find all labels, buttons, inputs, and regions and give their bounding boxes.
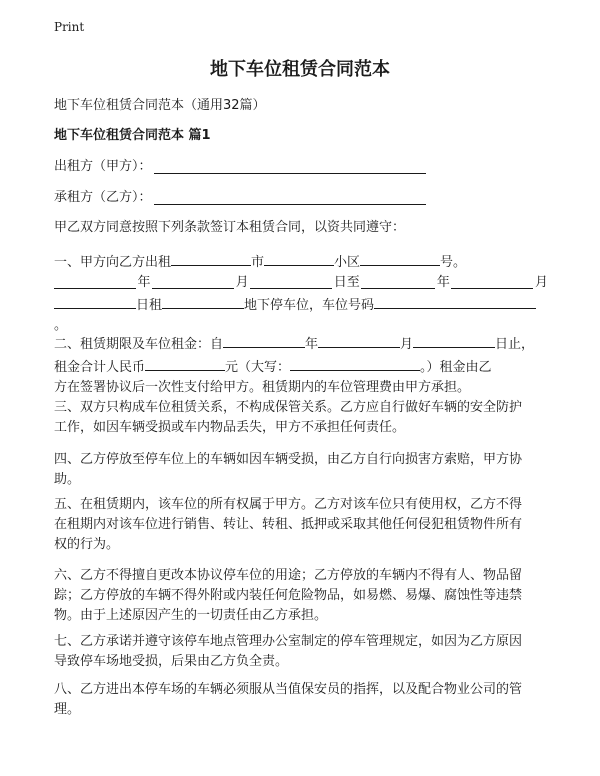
blank-start-year [223,332,305,348]
blank-end-day [413,332,495,348]
blank-city [171,250,251,266]
clause1-day-to: 日至 [333,275,360,290]
blank-day-1 [250,273,332,289]
clause-8 [54,680,548,720]
clause-7 [54,632,548,672]
clause-3 [54,398,548,438]
clause1-parking: 地下停车位，车位号码 [244,298,375,313]
clause2-line-3: 方在签署协议后一次性支付给甲方。租赁期内的车位管理费由甲方承担。 [54,380,471,395]
clause2-prefix: 二、租赁期限及车位租金：自 [54,337,224,352]
blank-amount [145,355,225,371]
blank-start-month [318,332,400,348]
clause2-yuan: 元（大写： [225,360,291,375]
blank-space-number [374,293,536,309]
clause-4 [54,450,548,490]
blank-month-1 [152,273,234,289]
clause2-close: 。）租金由乙 [420,360,492,375]
clause7-line-2: 导致停车场地受损，后果由乙方负全责。 [54,654,289,669]
clause2-year: 年 [305,337,319,352]
clause1-end: 。 [54,318,68,333]
blank-location [162,293,244,309]
clause1-year-1: 年 [137,275,151,290]
clause8-line-2: 理。 [54,702,81,717]
blank-month-2 [451,273,533,289]
clause8-line-1: 八、乙方进出本停车场的车辆必须服从当值保安员的指挥，以及配合物业公司的管 [54,682,523,697]
lessor-row [54,155,426,174]
print-link[interactable]: Print [54,20,85,34]
clause-2 [54,332,548,398]
blank-district [264,250,334,266]
clause3-line-1: 三、双方只构成车位租赁关系，不构成保管关系。乙方应自行做好车辆的安全防护 [54,400,523,415]
clause5-line-2: 在租期内对该车位进行销售、转让、转租、抵押或采取其他任何侵犯租赁物件所有 [54,517,523,532]
clause-5 [54,495,548,555]
lessee-row [54,186,426,205]
clause4-line-2: 助。 [54,472,81,487]
clause2-total: 租金合计人民币 [54,360,146,375]
clause1-city: 市 [251,255,265,270]
clause1-district: 小区 [334,255,361,270]
blank-number [360,250,440,266]
clause-1 [54,250,548,336]
blank-year-1 [54,273,136,289]
clause1-month-2: 月 [534,275,548,290]
lessee-blank [154,189,426,205]
blank-amount-words [290,355,420,371]
clause6-line-1: 六、乙方不得擅自更改本协议停车位的用途；乙方停放的车辆内不得有人、物品留 [54,568,523,583]
clause3-line-2: 工作，如因车辆受损或车内物品丢失，甲方不承担任何责任。 [54,420,406,435]
clause1-month-1: 月 [235,275,249,290]
section-heading: 地下车位租赁合同范本 篇1 [54,128,211,143]
blank-day-2 [54,293,136,309]
lessee-label: 承租方（乙方）： [54,190,152,205]
clause-6 [54,566,548,626]
clause6-line-2: 踪；乙方停放的车辆不得外附或内装任何危险物品，如易燃、易爆、腐蚀性等违禁 [54,588,523,603]
clause2-month: 月 [400,337,414,352]
clause7-line-1: 七、乙方承诺并遵守该停车地点管理办公室制定的停车管理规定，如因为乙方原因 [54,634,523,649]
clause2-day-end: 日止， [495,337,535,352]
clause1-day-rent: 日租 [136,298,163,313]
clause1-prefix: 一、甲方向乙方出租 [54,255,172,270]
clause1-year-2: 年 [436,275,450,290]
clause5-line-1: 五、在租赁期内，该车位的所有权属于甲方。乙方对该车位只有使用权，乙方不得 [54,497,523,512]
lessor-blank [154,158,426,174]
blank-year-2 [361,273,435,289]
document-subtitle: 地下车位租赁合同范本（通用32篇） [54,98,266,113]
lessor-label: 出租方（甲方）： [54,159,152,174]
clause5-line-3: 权的行为。 [54,537,120,552]
page-title: 地下车位租赁合同范本 [210,59,390,80]
clause4-line-1: 四、乙方停放至停车位上的车辆如因车辆受损，由乙方自行向损害方索赔，甲方协 [54,452,523,467]
clause1-number: 号。 [440,255,467,270]
clause6-line-3: 物。由于上述原因产生的一切责任由乙方承担。 [54,608,328,623]
intro-paragraph: 甲乙双方同意按照下列条款签订本租赁合同，以资共同遵守： [54,220,406,235]
